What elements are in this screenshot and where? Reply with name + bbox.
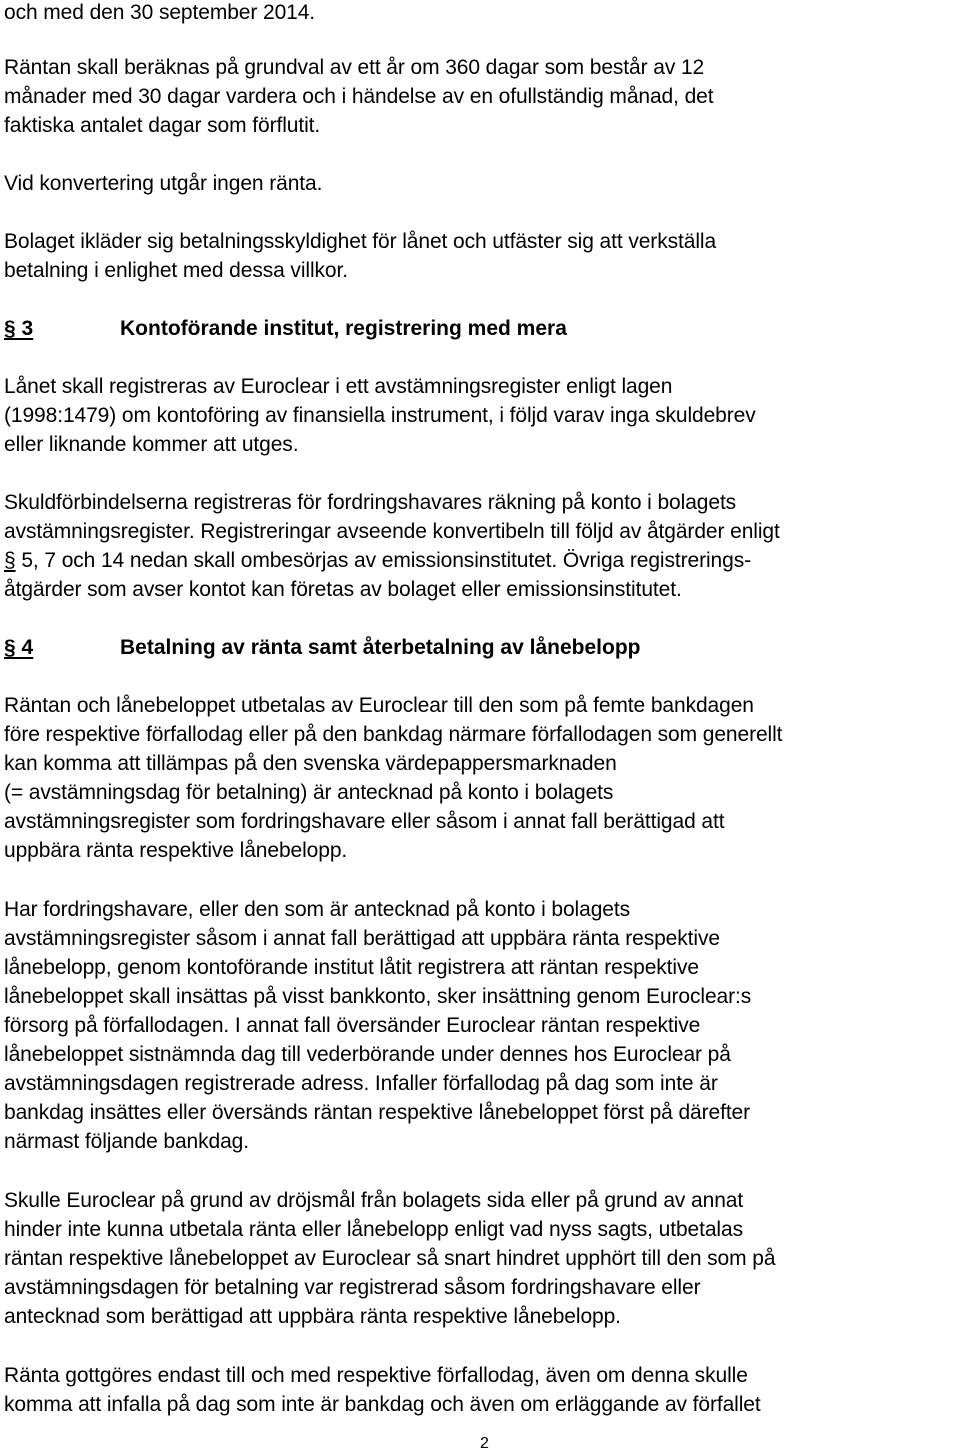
text-line: komma att infalla på dag som inte är bankdag och även om erläggande av förfallet [4,1393,761,1416]
text-span: 5, 7 och 14 nedan skall ombesörjas av emissionsinstitutet. Övriga registrerings- [15,549,752,572]
text-line: Räntan skall beräknas på grundval av ett år om 360 dagar som består av 12 [4,56,705,79]
text-line: uppbära ränta respektive lånebelopp. [4,839,348,862]
document-page [4,0,960,1456]
text-line: (1998:1479) om kontoföring av finansiella instrument, i följd varav inga skuldebrev [4,404,756,427]
section-number: § 4 [4,636,34,659]
text-line: försorg på förfallodagen. I annat fall översänder Euroclear räntan respektive [4,1014,701,1037]
text-line: lånebeloppet sistnämnda dag till vederbörande under dennes hos Euroclear på [4,1043,731,1066]
text-line: avstämningsdagen registrerade adress. Infaller förfallodag på dag som inte är [4,1072,718,1095]
text-line: avstämningsregister som fordringshavare eller såsom i annat fall berättigad att [4,810,725,833]
text-line: Räntan och lånebeloppet utbetalas av Euroclear till den som på femte bankdagen [4,694,754,717]
text-line: åtgärder som avser kontot kan företas av bolaget eller emissionsinstitutet. [4,578,682,601]
text-line: närmast följande bankdag. [4,1130,249,1153]
text-line: lånebeloppet skall insättas på visst bankkonto, sker insättning genom Euroclear:s [4,985,752,1008]
text-line: Skuldförbindelserna registreras för fordringshavares räkning på konto i bolagets [4,491,737,514]
section-heading-4 [4,633,641,662]
text-line: eller liknande kommer att utges. [4,433,299,456]
text-line: faktiska antalet dagar som förflutit. [4,114,321,137]
text-line: Vid konvertering utgår ingen ränta. [4,172,323,195]
text-line: och med den 30 september 2014. [4,1,316,24]
text-line: avstämningsregister. Registreringar avseende konvertibeln till följd av åtgärder enligt [4,520,780,543]
text-line: månader med 30 dagar vardera och i händelse av en ofullständig månad, det [4,85,714,108]
text-line: räntan respektive lånebeloppet av Euroclear så snart hindret upphört till den som på [4,1247,776,1270]
text-line: bankdag insättes eller översänds räntan respektive lånebeloppet först på därefter [4,1101,751,1124]
section-heading-3 [4,314,567,343]
section-sign: § [4,549,16,572]
section-number: § 3 [4,317,34,340]
text-line: före respektive förfallodag eller på den bankdag närmare förfallodagen som generellt [4,723,783,746]
text-line: Lånet skall registreras av Euroclear i ett avstämningsregister enligt lagen [4,375,673,398]
section-title: Kontoförande institut, registrering med mera [120,317,567,340]
text-line: Ränta gottgöres endast till och med respektive förfallodag, även om denna skulle [4,1364,748,1387]
text-line: avstämningsdagen för betalning var registrerad såsom fordringshavare eller [4,1276,701,1299]
text-line: lånebelopp, genom kontoförande institut låtit registrera att räntan respektive [4,956,699,979]
section-title: Betalning av ränta samt återbetalning av lånebelopp [120,636,641,659]
text-line: avstämningsregister såsom i annat fall berättigad att uppbära ränta respektive [4,927,720,950]
text-line: Skulle Euroclear på grund av dröjsmål från bolagets sida eller på grund av annat [4,1189,744,1212]
page-number: 2 [480,1435,489,1452]
text-line: (= avstämningsdag för betalning) är antecknad på konto i bolagets [4,781,614,804]
text-line: hinder inte kunna utbetala ränta eller lånebelopp enligt vad nyss sagts, utbetalas [4,1218,743,1241]
text-line: betalning i enlighet med dessa villkor. [4,259,348,282]
text-line: kan komma att tillämpas på den svenska värdepappersmarknaden [4,752,617,775]
text-line: Bolaget ikläder sig betalningsskyldighet för lånet och utfäster sig att verkställa [4,230,717,253]
text-line [4,546,751,575]
text-line: antecknad som berättigad att uppbära ränta respektive lånebelopp. [4,1305,621,1328]
text-line: Har fordringshavare, eller den som är antecknad på konto i bolagets [4,898,630,921]
